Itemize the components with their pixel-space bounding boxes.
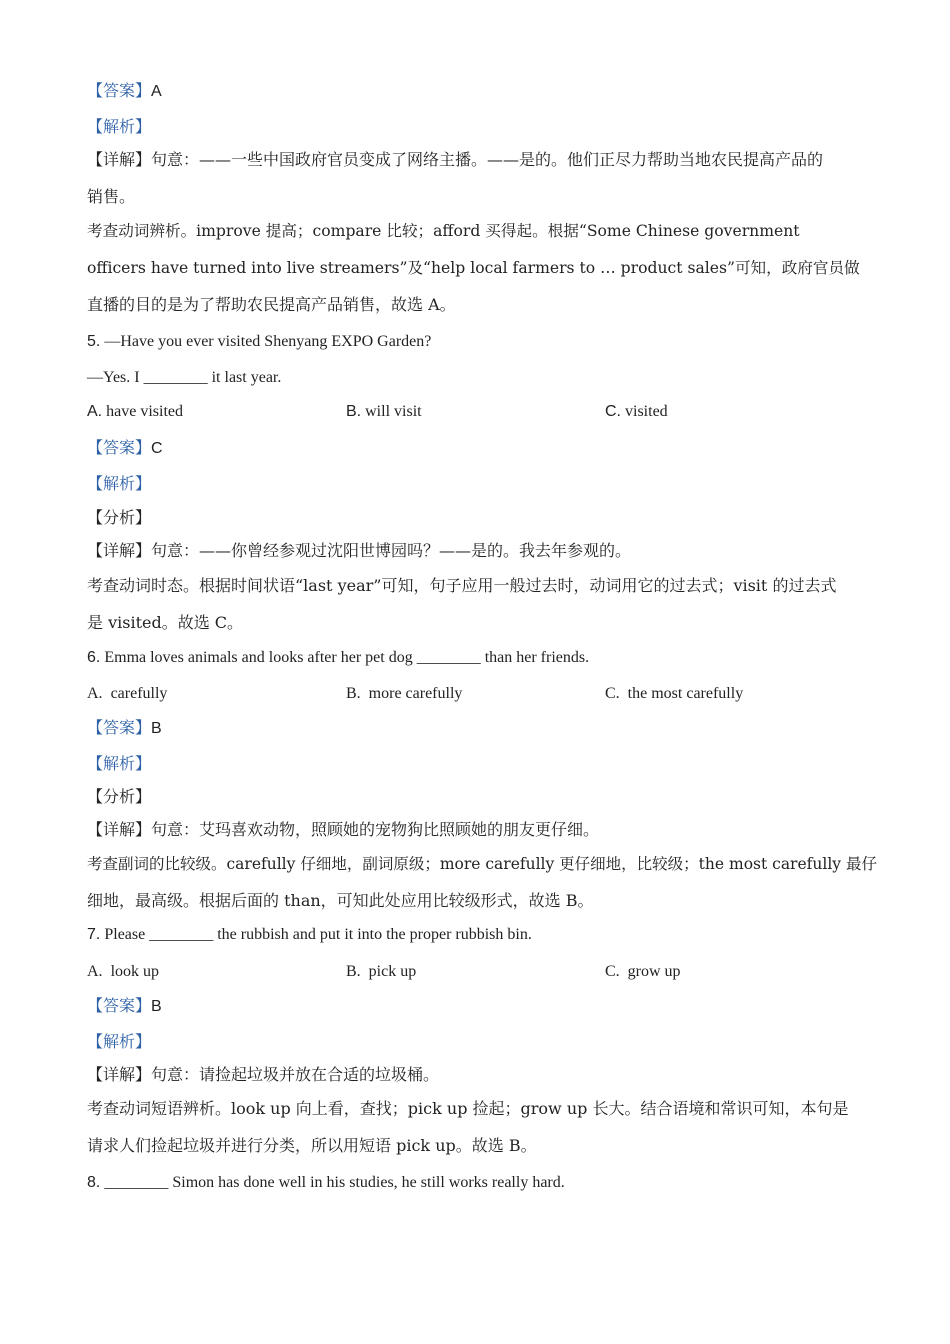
option-key: C. [605,403,621,420]
answer-line [87,80,162,103]
answer-line [87,437,163,460]
question-text-line: —Yes. I ________ it last year. [87,369,282,386]
analysis-header: 【分析】 [87,787,152,806]
answer-tag: 【答案】 [87,81,152,100]
option-text: have visited [106,403,183,420]
question-number: 7. [87,926,101,943]
option-text: more carefully [368,685,463,702]
analysis-line: 考查动词短语辨析。look up 向上看，查找；pick up 捡起；grow up 长大。结合语境和常识可知，本句是 [87,1099,849,1118]
option-text: look up [110,963,160,980]
answer-line [87,717,162,740]
option-c [605,401,668,423]
option-text: visited [625,403,668,420]
option-b [346,683,462,705]
question-number: 5. [87,333,101,350]
option-text: the most carefully [627,685,744,702]
analysis-header: 【分析】 [87,508,152,527]
question-7 [87,924,532,946]
question-text: —Have you ever visited Shenyang EXPO Garden? [104,333,432,350]
question-text: ________ Simon has done well in his studies, he still works really hard. [104,1174,565,1191]
answer-value: B [151,720,162,737]
option-a [87,961,159,983]
option-text: will visit [365,403,422,420]
analysis-line: 考查动词辨析。improve 提高；compare 比较；afford 买得起。根据“Some Chinese government [87,222,800,240]
option-key: B. [346,403,362,420]
option-key: A. [87,403,103,420]
analysis-tag: 【解析】 [87,754,152,773]
detail-line: 【详解】句意：请捡起垃圾并放在合适的垃圾桶。 [87,1065,440,1084]
option-c [605,961,681,983]
analysis-tag: 【解析】 [87,117,152,136]
option-key: C. [605,685,620,702]
question-text: Emma loves animals and looks after her pet dog ________ than her friends. [104,649,590,666]
analysis-line: 直播的目的是为了帮助农民提高产品销售，故选 A。 [87,295,456,314]
analysis-tag: 【解析】 [87,474,152,493]
answer-tag: 【答案】 [87,718,152,737]
answer-value: C [151,440,163,457]
answer-value: B [151,998,162,1015]
answer-tag: 【答案】 [87,996,152,1015]
answer-line [87,995,162,1018]
answer-tag: 【答案】 [87,438,152,457]
option-key: A. [87,685,103,702]
detail-line: 【详解】句意：艾玛喜欢动物，照顾她的宠物狗比照顾她的朋友更仔细。 [87,820,600,839]
option-text: carefully [110,685,168,702]
question-number: 6. [87,649,101,666]
question-5 [87,331,431,353]
answer-value: A [151,83,162,100]
question-text: Please ________ the rubbish and put it into the proper rubbish bin. [104,926,532,943]
question-6 [87,647,589,669]
analysis-line: officers have turned into live streamers”及“help local farmers to … product sales”可知，政府官员做 [87,259,860,277]
question-8 [87,1172,565,1194]
analysis-line: 细地，最高级。根据后面的 than，可知此处应用比较级形式，故选 B。 [87,891,594,910]
option-b [346,961,416,983]
detail-line: 【详解】句意：——你曾经参观过沈阳世博园吗？——是的。我去年参观的。 [87,541,632,560]
option-key: B. [346,685,361,702]
option-a [87,401,183,423]
option-text: grow up [627,963,681,980]
option-text: pick up [368,963,417,980]
detail-line: 【详解】句意：——一些中国政府官员变成了网络主播。——是的。他们正尽力帮助当地农民提高产品的 [87,150,824,169]
analysis-line: 考查副词的比较级。carefully 仔细地，副词原级；more carefully 更仔细地，比较级；the most carefully 最仔 [87,855,877,873]
analysis-line: 请求人们捡起垃圾并进行分类，所以用短语 pick up。故选 B。 [87,1136,537,1155]
option-key: B. [346,963,361,980]
detail-line: 销售。 [87,187,136,206]
analysis-tag: 【解析】 [87,1032,152,1051]
question-number: 8. [87,1174,101,1191]
analysis-line: 考查动词时态。根据时间状语“last year”可知，句子应用一般过去时，动词用它的过去式；visit 的过去式 [87,576,837,595]
option-key: C. [605,963,620,980]
option-key: A. [87,963,103,980]
option-a [87,683,167,705]
analysis-line: 是 visited。故选 C。 [87,613,244,632]
option-b [346,401,422,423]
option-c [605,683,743,705]
